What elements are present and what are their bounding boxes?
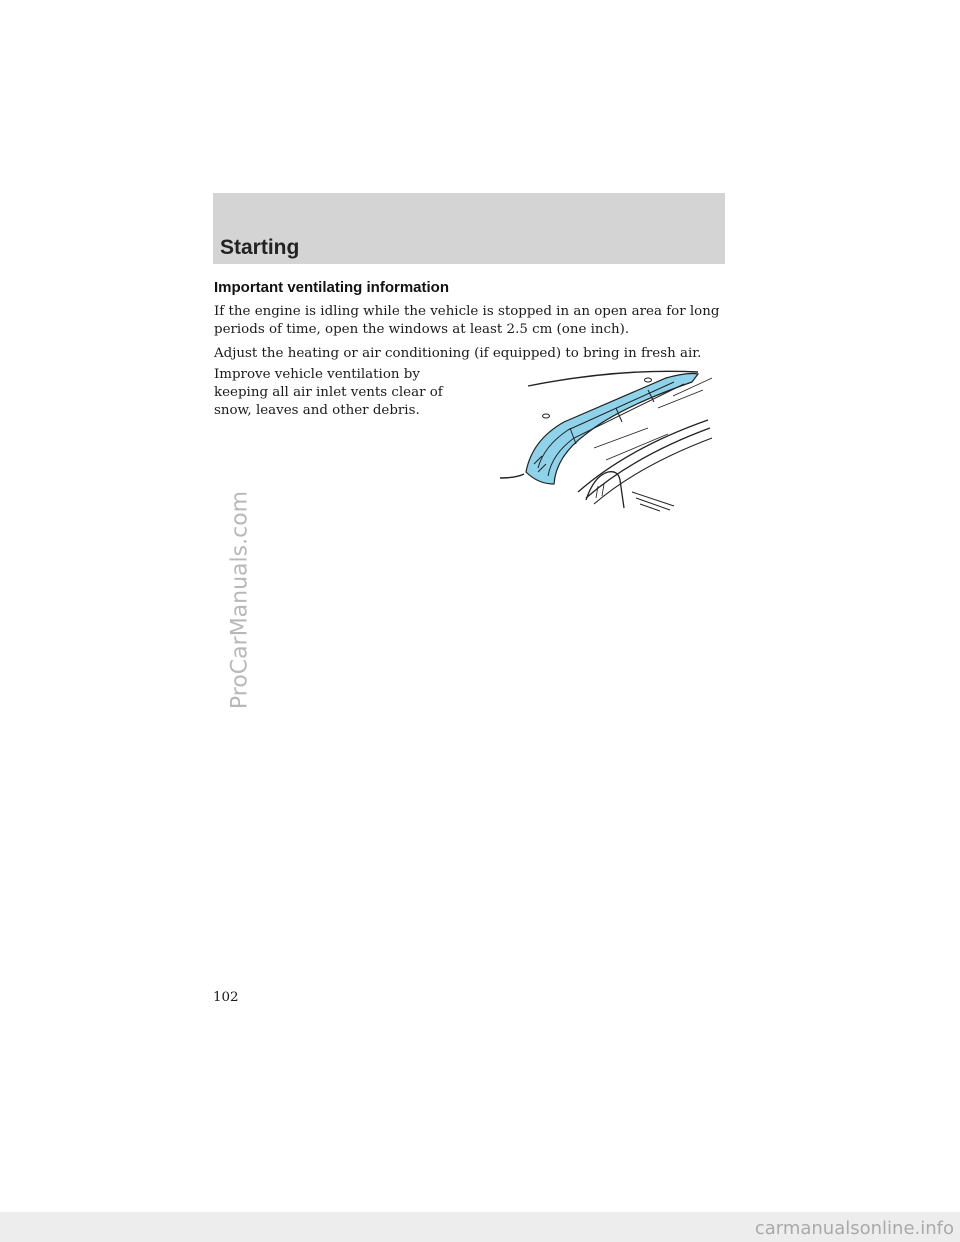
- paragraph-idling: If the engine is idling while the vehicle is stopped in an open area for long periods of time, open the windows at least 2.5 cm (one inch).: [214, 304, 720, 337]
- side-watermark: ProCarManuals.com: [227, 490, 253, 710]
- paragraph-inlet-vents: Improve vehicle ventilation by keeping all air inlet vents clear of snow, leaves and other debris.: [214, 367, 443, 418]
- air-inlet-vent-illustration: [498, 368, 726, 516]
- content-heading: Important ventilating information: [214, 279, 449, 296]
- paragraph-fresh-air: Adjust the heating or air conditioning (if equipped) to bring in fresh air.: [214, 346, 702, 361]
- page-number: 102: [213, 990, 239, 1005]
- footer-watermark: carmanualsonline.info: [754, 1218, 954, 1239]
- section-title: Starting: [220, 236, 300, 259]
